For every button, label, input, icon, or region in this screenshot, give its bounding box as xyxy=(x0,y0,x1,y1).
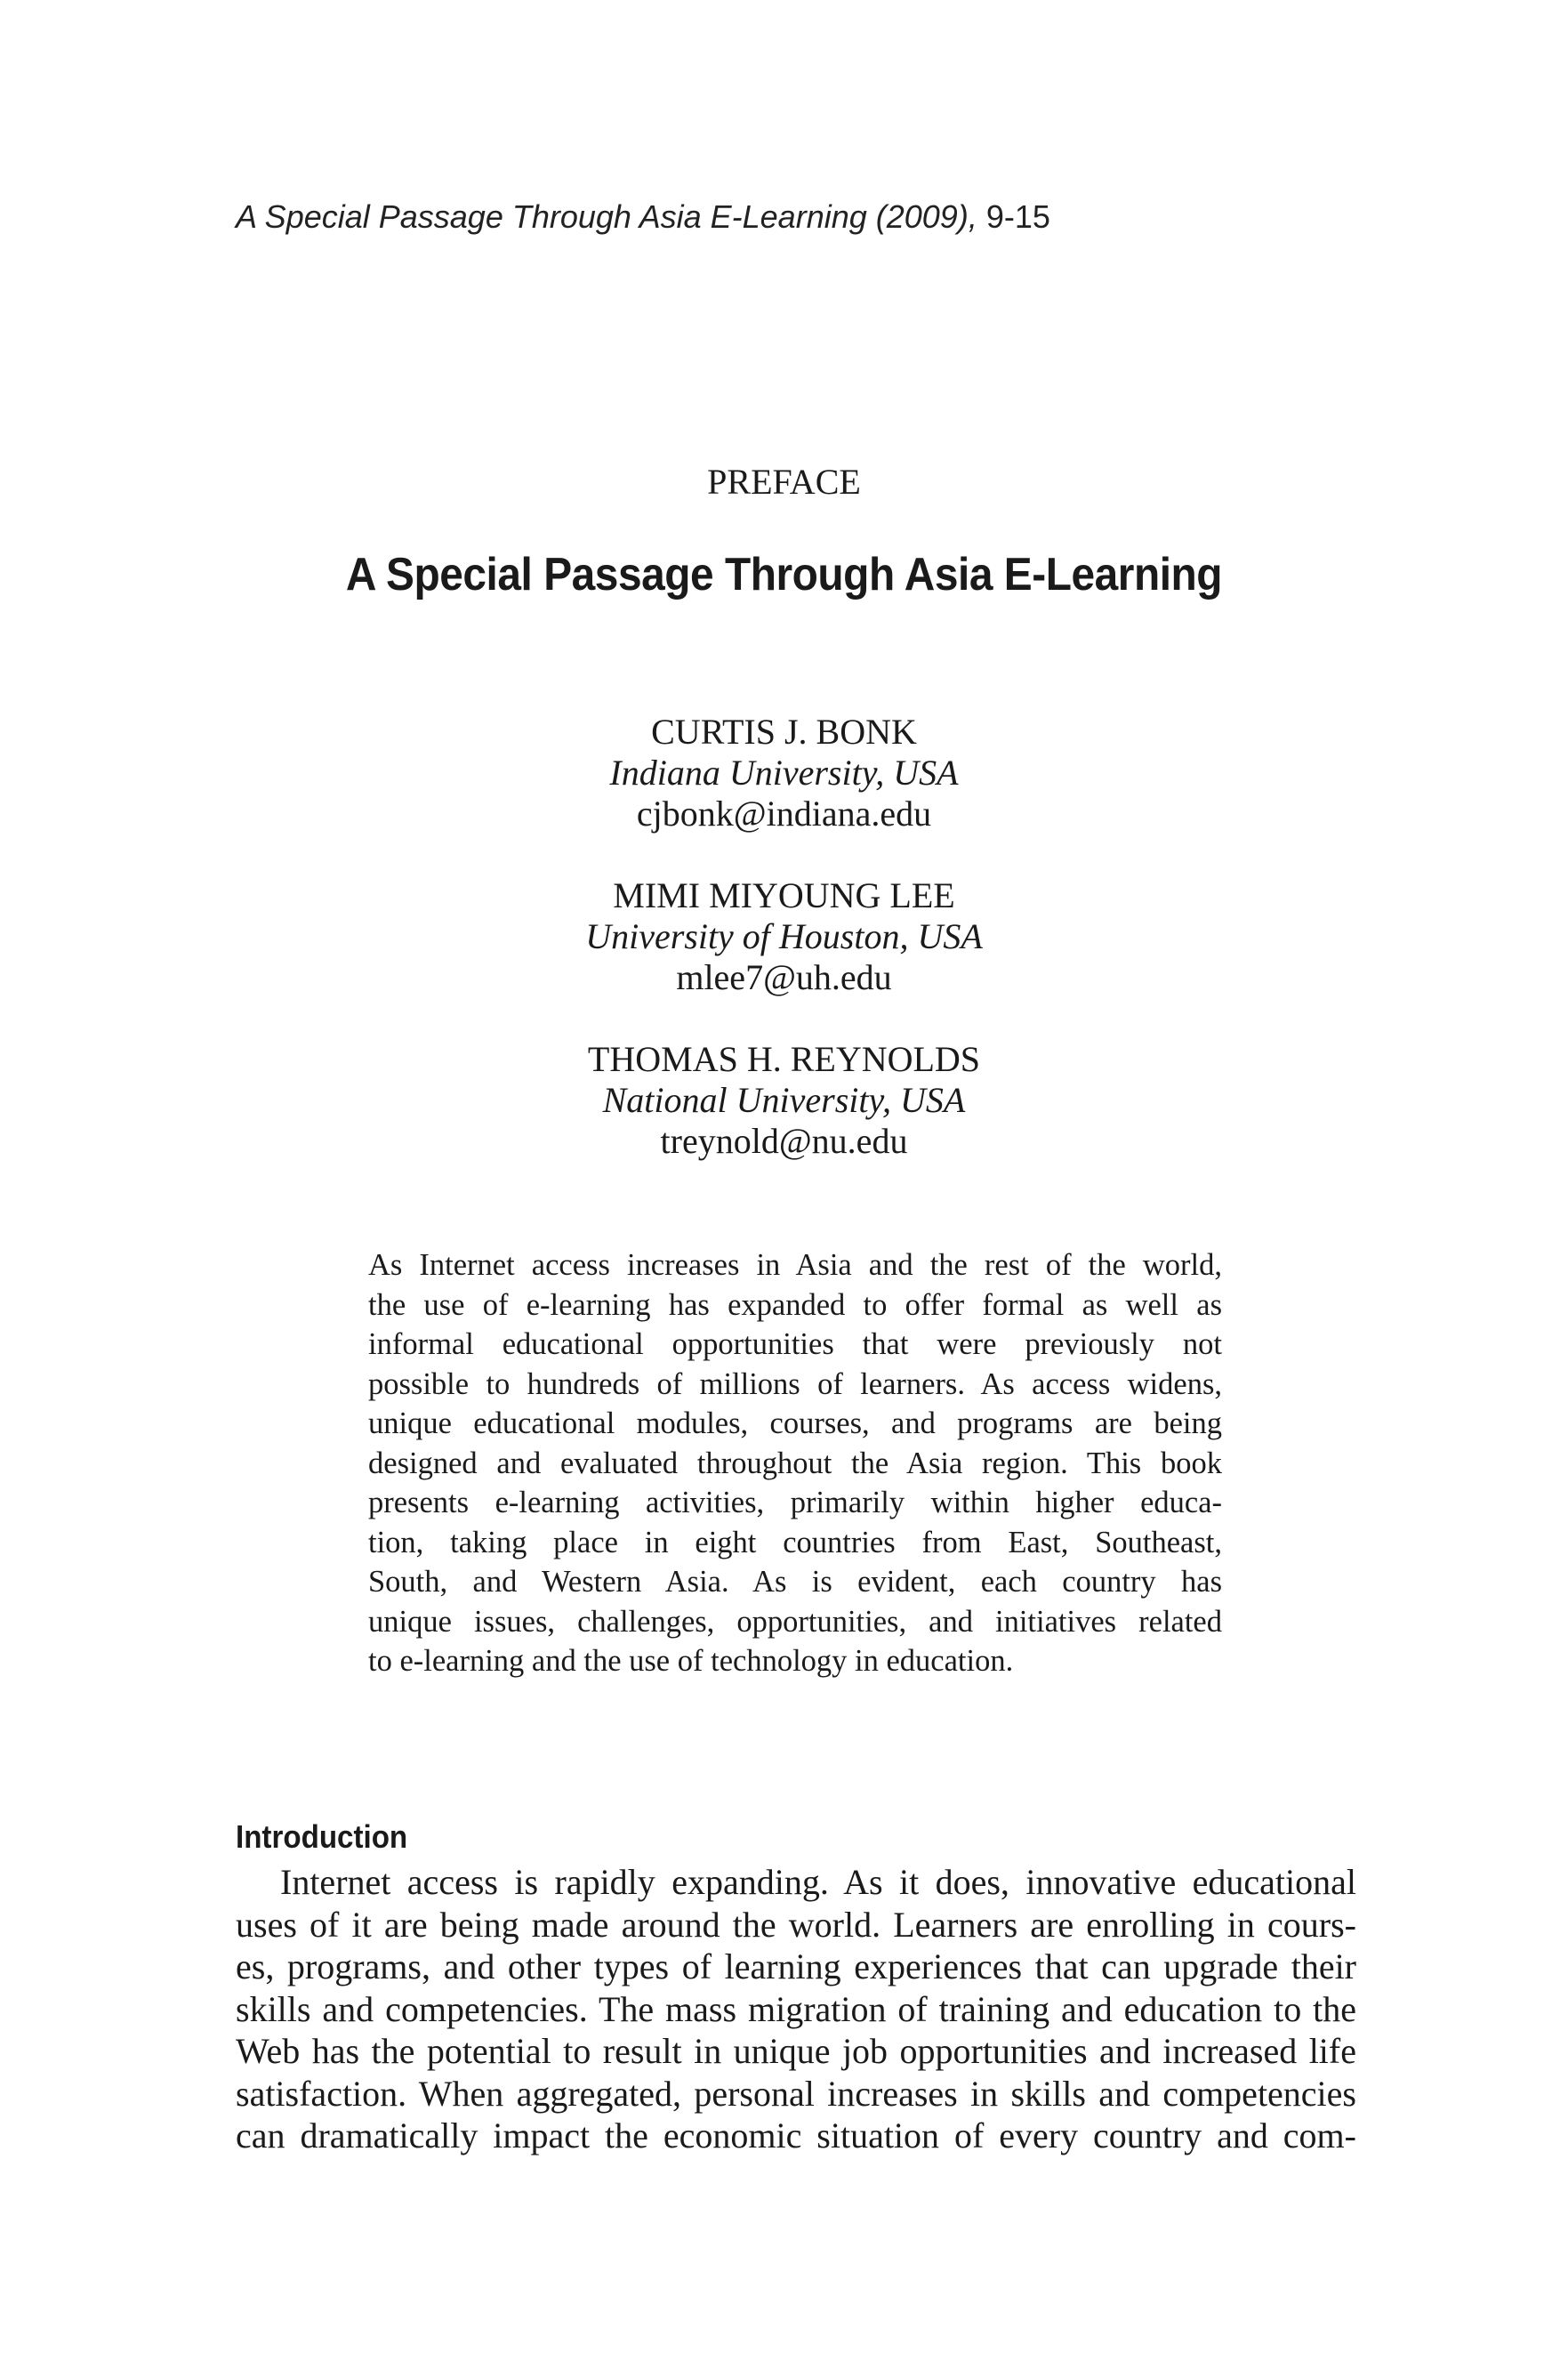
author-affiliation: University of Houston, USA xyxy=(585,916,983,956)
page-title: A Special Passage Through Asia E-Learning xyxy=(345,549,1223,600)
paragraph-line: Web has the potential to result in unique job opportunities and increased life xyxy=(236,2031,1356,2071)
paragraph-line: satisfaction. When aggregated, personal increases in skills and competencies xyxy=(236,2073,1356,2114)
abstract-line: informal educational opportunities that were previously not xyxy=(368,1327,1222,1361)
abstract-line: the use of e-learning has expanded to offer formal as well as xyxy=(368,1287,1222,1322)
author-block xyxy=(0,875,1568,998)
author-name: THOMAS H. REYNOLDS xyxy=(587,1039,981,1079)
author-affiliation: National University, USA xyxy=(602,1080,966,1120)
author-email: mlee7@uh.edu xyxy=(676,957,892,997)
paragraph-line: skills and competencies. The mass migration of training and education to the xyxy=(236,1988,1356,2029)
abstract-line: presents e-learning activities, primarily within higher educa- xyxy=(368,1486,1222,1519)
abstract-line: unique educational modules, courses, and programs are being xyxy=(368,1406,1222,1440)
author-block xyxy=(0,1039,1568,1162)
abstract-line: possible to hundreds of millions of learners. As access widens, xyxy=(368,1366,1222,1401)
paragraph-line: can dramatically impact the economic situation of every country and com- xyxy=(236,2115,1356,2155)
paragraph-line: es, programs, and other types of learning experiences that can upgrade their xyxy=(236,1946,1356,1986)
abstract-line: As Internet access increases in Asia and the rest of the world, xyxy=(368,1248,1222,1282)
abstract-line: unique issues, challenges, opportunities, and initiatives related xyxy=(368,1604,1222,1639)
author-name: MIMI MIYOUNG LEE xyxy=(613,875,955,915)
running-head xyxy=(236,197,1050,237)
author-affiliation: Indiana University, USA xyxy=(609,753,959,793)
running-head-title: A Special Passage Through Asia E-Learning (2009), xyxy=(236,198,977,235)
abstract-line: designed and evaluated throughout the Asia region. This book xyxy=(368,1446,1222,1480)
abstract xyxy=(368,1245,1222,1681)
author-list xyxy=(0,712,1568,1203)
author-email: treynold@nu.edu xyxy=(660,1121,908,1161)
author-block xyxy=(0,712,1568,834)
introduction-paragraph xyxy=(236,1861,1356,2157)
abstract-line: tion, taking place in eight countries from East, Southeast, xyxy=(368,1525,1222,1559)
author-email: cjbonk@indiana.edu xyxy=(636,794,932,834)
paragraph-line: uses of it are being made around the world. Learners are enrolling in cours- xyxy=(236,1904,1356,1945)
preface-label: PREFACE xyxy=(707,462,861,502)
paragraph-line: Internet access is rapidly expanding. As it does, innovative educational xyxy=(280,1862,1356,1902)
abstract-line: to e-learning and the use of technology in education. xyxy=(368,1644,1014,1678)
author-name: CURTIS J. BONK xyxy=(651,712,917,752)
section-heading-introduction: Introduction xyxy=(236,1818,408,1855)
abstract-line: South, and Western Asia. As is evident, each country has xyxy=(368,1565,1222,1599)
running-head-pages: 9-15 xyxy=(977,198,1050,235)
